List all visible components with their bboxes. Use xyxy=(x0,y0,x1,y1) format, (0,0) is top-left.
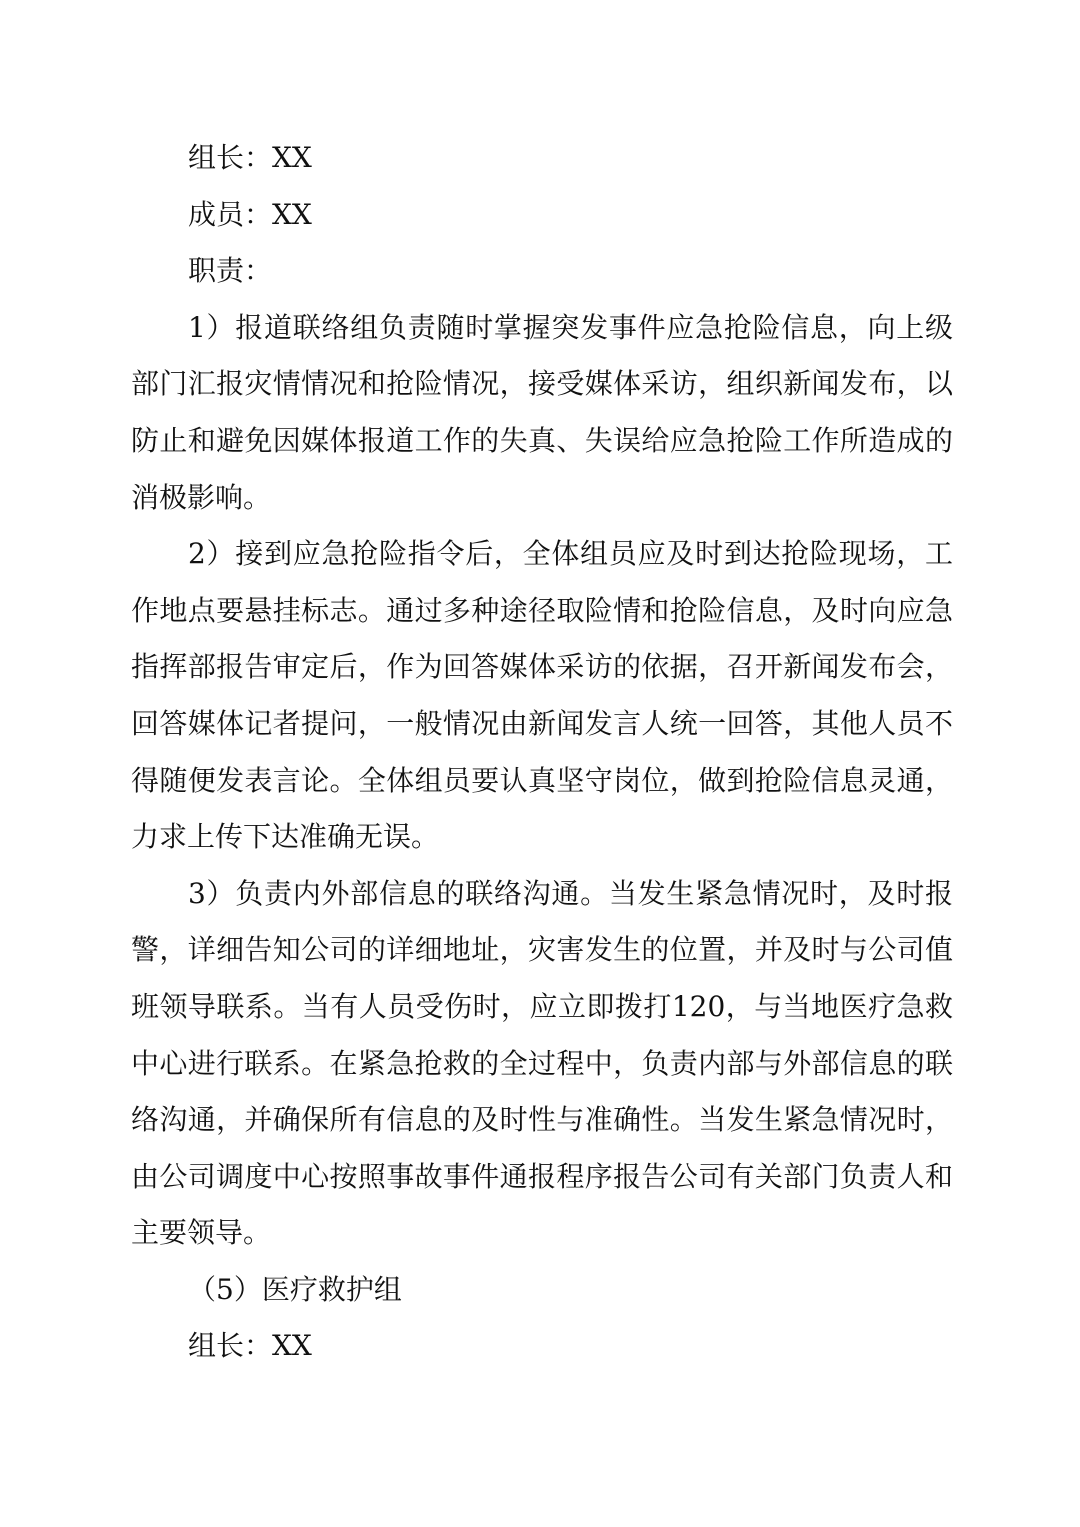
leader-line-medical: 组长：XX xyxy=(188,1329,312,1363)
document-body xyxy=(131,130,953,1375)
leader-line: 组长：XX xyxy=(188,141,312,174)
duty-item-2: 2）接到应急抢险指令后，全体组员应及时到达抢险现场，工作地点要悬挂标志。通过多种途径取险情和抢险信息，及时向应急指挥部报告审定后，作为回答媒体采访的依据，召开新闻发布会，回答媒体记者提问，一般情况由新闻发言人统一回答，其他人员不得随便发表言论。全体组员要认真坚守岗位，做到抢险信息灵通，力求上传下达准确无误。 xyxy=(131,537,953,854)
duty-item-1: 1）报道联络组负责随时掌握突发事件应急抢险信息，向上级部门汇报灾情情况和抢险情况，接受媒体采访，组织新闻发布，以防止和避免因媒体报道工作的失真、失误给应急抢险工作所造成的消极影响。 xyxy=(131,310,953,514)
members-line: 成员：XX xyxy=(188,197,312,231)
duty-item-3: 3）负责内外部信息的联络沟通。当发生紧急情况时，及时报警，详细告知公司的详细地址，灾害发生的位置，并及时与公司值班领导联系。当有人员受伤时，应立即拨打120，与当地医疗急救中心进行联系。在紧急抢救的全过程中，负责内部与外部信息的联络沟通，并确保所有信息的及时性与准确性。当发生紧急情况时，由公司调度中心按照事故事件通报程序报告公司有关部门负责人和主要领导。 xyxy=(131,876,953,1250)
duties-label: 职责： xyxy=(188,254,273,288)
section-heading-medical-rescue: （5）医疗救护组 xyxy=(188,1272,402,1306)
